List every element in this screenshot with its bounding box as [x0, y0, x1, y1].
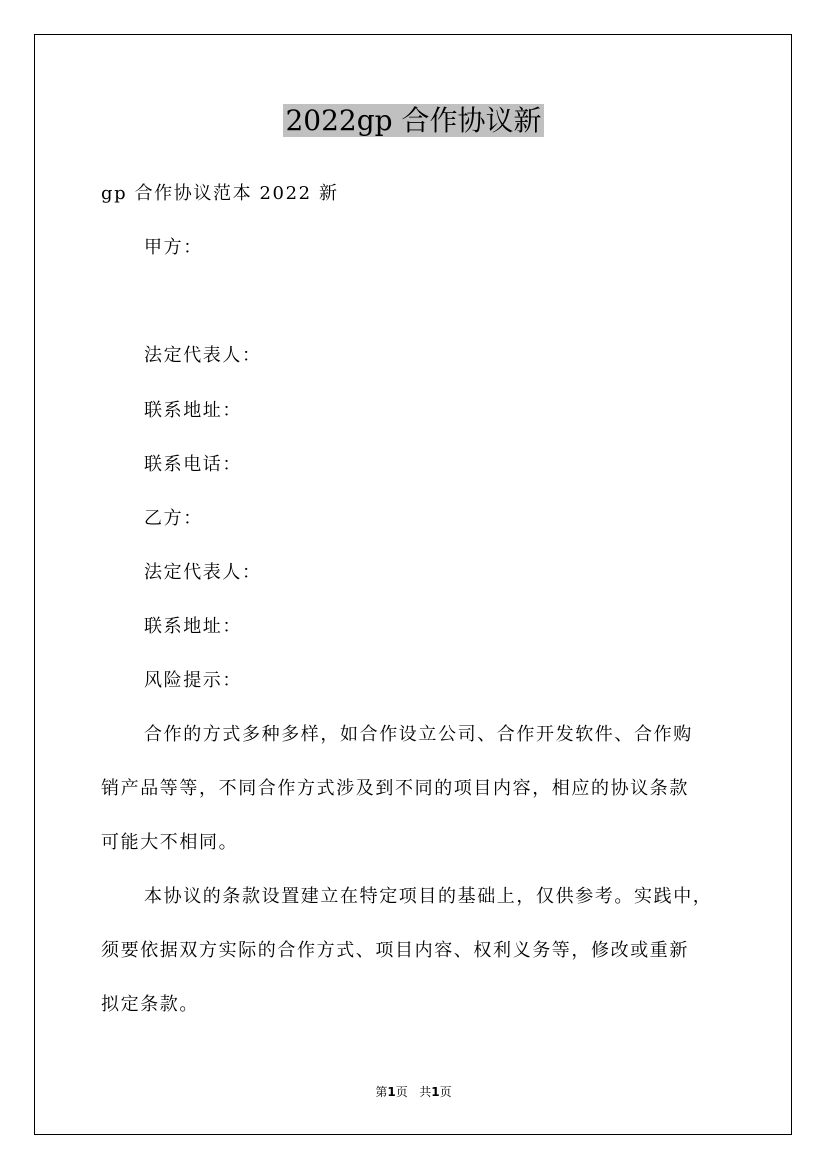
document-subtitle: gp 合作协议范本 2022 新	[101, 183, 339, 204]
party-a-label: 甲方：	[144, 237, 203, 258]
paragraph-line: 须要依据双方实际的合作方式、项目内容、权利义务等，修改或重新	[101, 940, 689, 961]
document-title	[0, 100, 827, 142]
total-pages: 1	[431, 1085, 440, 1099]
paragraph-line: 销产品等等，不同合作方式涉及到不同的项目内容，相应的协议条款	[101, 778, 689, 799]
paragraph-line: 拟定条款。	[101, 994, 199, 1015]
page-prefix: 第	[375, 1085, 388, 1099]
party-a-address: 联系地址：	[144, 400, 242, 421]
page-suffix: 页	[395, 1085, 408, 1099]
party-a-phone: 联系电话：	[144, 454, 242, 475]
paragraph-line: 可能大不相同。	[101, 832, 239, 853]
total-suffix: 页	[439, 1085, 452, 1099]
document-title-text: 2022gp 合作协议新	[285, 104, 542, 137]
paragraph-line: 本协议的条款设置建立在特定项目的基础上，仅供参考。实践中，	[144, 886, 713, 907]
page-number: 1	[387, 1085, 396, 1099]
risk-notice-label: 风险提示：	[144, 670, 242, 691]
total-prefix: 共	[419, 1085, 432, 1099]
paragraph-line: 合作的方式多种多样，如合作设立公司、合作开发软件、合作购	[144, 724, 693, 745]
party-a-representative: 法定代表人：	[144, 345, 262, 366]
party-b-address: 联系地址：	[144, 616, 242, 637]
page-footer	[0, 1084, 827, 1100]
party-b-representative: 法定代表人：	[144, 562, 262, 583]
party-b-label: 乙方：	[144, 508, 203, 529]
